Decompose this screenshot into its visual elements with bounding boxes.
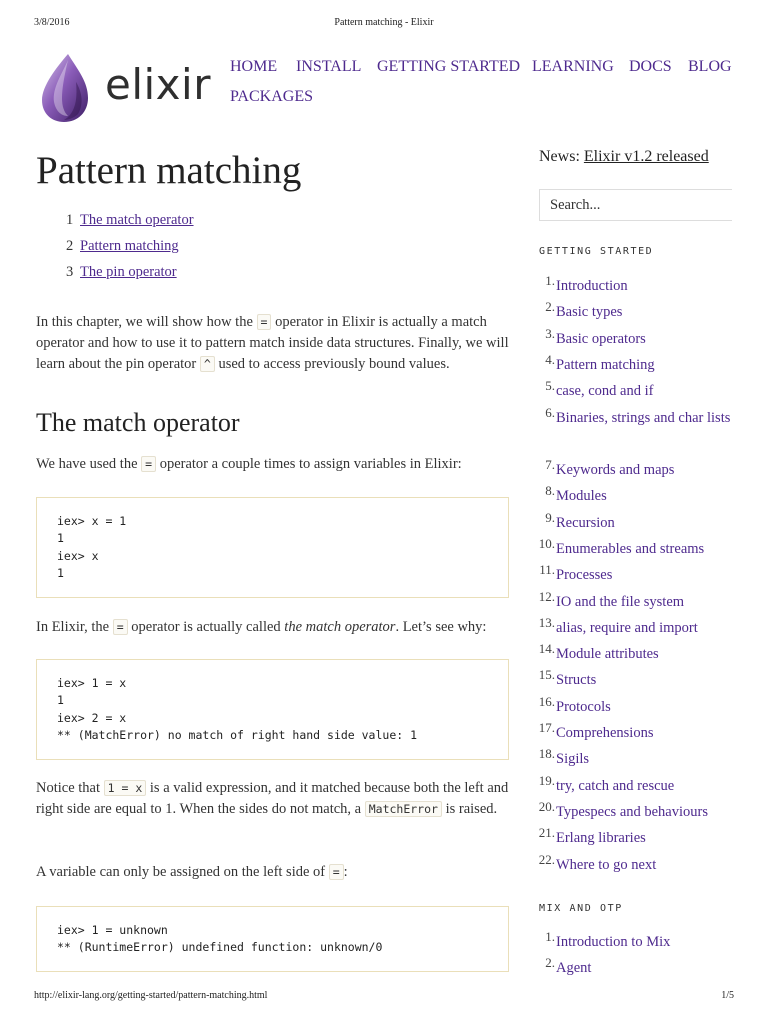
page-number: 1/5 xyxy=(721,990,734,1001)
paragraph-text: We have used the xyxy=(36,456,142,472)
emphasis-text: the match operator xyxy=(284,619,396,635)
paragraph-text: A variable can only be assigned on the left side of xyxy=(36,864,329,880)
section-heading-match-operator: The match operator xyxy=(36,408,240,437)
sidebar-item-number: 19. xyxy=(538,772,555,788)
sidebar-item-number: 7. xyxy=(545,457,555,472)
sidebar-link[interactable]: IO and the file system xyxy=(556,593,685,610)
news-banner xyxy=(539,148,709,166)
sidebar-link[interactable]: Enumerables and streams xyxy=(556,540,705,557)
sidebar-link[interactable]: Introduction to Mix xyxy=(556,934,671,950)
sidebar-link[interactable]: Protocols xyxy=(556,698,611,715)
code-line: ** (MatchError) no match of right hand side value: 1 xyxy=(57,727,418,742)
inline-code: 1 = x xyxy=(104,780,147,796)
paragraph xyxy=(36,778,512,820)
sidebar-link[interactable]: Processes xyxy=(556,567,613,584)
print-footer xyxy=(34,990,734,1004)
code-line: iex> x xyxy=(57,548,99,563)
sidebar-item-number: 8. xyxy=(545,483,555,499)
sidebar-item-number: 14. xyxy=(538,641,555,657)
sidebar-link[interactable]: Agent xyxy=(556,960,592,977)
nav-blog[interactable]: BLOG xyxy=(688,58,732,75)
nav-home[interactable]: HOME xyxy=(230,58,278,75)
sidebar-link[interactable]: Keywords and maps xyxy=(556,462,675,478)
inline-code: ^ xyxy=(200,356,215,372)
sidebar-item-number: 1. xyxy=(545,273,555,288)
sidebar-item-number: 17. xyxy=(538,720,555,735)
code-line: iex> x = 1 xyxy=(57,514,127,528)
news-link[interactable]: Elixir v1.2 released xyxy=(583,148,709,165)
sidebar-link[interactable]: alias, require and import xyxy=(556,619,698,636)
sidebar-link[interactable]: Erlang libraries xyxy=(556,830,646,847)
paragraph-text: operator is actually called xyxy=(127,619,285,635)
paragraph xyxy=(36,454,512,475)
logo-wordmark: elixir xyxy=(105,60,211,109)
sidebar-item-number: 3. xyxy=(545,325,555,341)
section-heading-mix-and-otp: MIX AND OTP xyxy=(539,903,623,914)
page-title: Pattern matching xyxy=(36,149,302,192)
code-line: 1 xyxy=(57,565,64,580)
sidebar-item-number: 11. xyxy=(539,562,555,578)
paragraph-text: Notice that xyxy=(36,780,104,796)
sidebar-link[interactable]: Binaries, strings and char lists xyxy=(556,409,731,426)
sidebar-link[interactable]: Modules xyxy=(556,488,607,505)
intro-paragraph xyxy=(36,312,512,375)
intro-text: operator in Elixir is actually a match operator and how to use it to pattern match inside data structures. Finally, we will learn about the pin operator xyxy=(36,314,509,372)
sidebar-item-number: 5. xyxy=(545,378,555,394)
intro-text: used to access previously bound values. xyxy=(214,356,450,372)
paragraph-text: . Let’s see why: xyxy=(395,619,487,635)
paragraph xyxy=(36,862,512,883)
sidebar-link[interactable]: Basic operators xyxy=(556,330,646,347)
toc-number: 2 xyxy=(66,238,74,254)
elixir-drop-icon xyxy=(38,52,92,124)
nav-learning[interactable]: LEARNING xyxy=(532,58,614,75)
sidebar-item-number: 20. xyxy=(538,798,555,814)
sidebar-item-number: 6. xyxy=(545,404,555,420)
sidebar-link[interactable]: Comprehensions xyxy=(556,725,654,741)
paragraph-text: In Elixir, the xyxy=(36,619,113,635)
sidebar-item-number: 22. xyxy=(538,851,555,867)
sidebar-item-number: 21. xyxy=(538,825,555,841)
code-line: iex> 1 = x xyxy=(57,676,127,690)
toc-link-pin-operator[interactable]: The pin operator xyxy=(80,264,177,280)
code-line: ** (RuntimeError) undefined function: unknown/0 xyxy=(57,940,383,955)
paragraph-text: is a valid expression, and it matched because both the left and right side are equal to 1. When the sides do not match, a xyxy=(36,780,509,817)
paragraph-text: is raised. xyxy=(441,801,498,817)
sidebar-link[interactable]: case, cond and if xyxy=(556,383,654,400)
toc-link-pattern-matching[interactable]: Pattern matching xyxy=(80,238,179,254)
sidebar-item-number: 9. xyxy=(545,509,555,525)
toc-item xyxy=(66,212,194,229)
intro-text: In this chapter, we will show how the xyxy=(36,314,257,330)
sidebar-link[interactable]: Typespecs and behaviours xyxy=(556,803,708,820)
nav-docs[interactable]: DOCS xyxy=(629,58,672,75)
inline-code: = xyxy=(141,456,156,472)
code-block xyxy=(36,659,509,760)
elixir-logo[interactable] xyxy=(38,52,218,124)
sidebar-link[interactable]: Module attributes xyxy=(556,646,659,663)
sidebar-link[interactable]: Sigils xyxy=(556,751,590,768)
inline-code: = xyxy=(329,864,344,880)
sidebar-item-number: 18. xyxy=(538,746,555,762)
sidebar-link[interactable]: Basic types xyxy=(556,304,623,321)
code-line: 1 xyxy=(57,531,64,546)
sidebar-link[interactable]: Introduction xyxy=(556,278,628,294)
inline-code: MatchError xyxy=(365,801,442,817)
toc-item xyxy=(66,238,179,255)
sidebar-item-number: 12. xyxy=(538,588,555,604)
nav-packages[interactable]: PACKAGES xyxy=(230,88,313,105)
print-title: Pattern matching - Elixir xyxy=(334,17,434,28)
sidebar-item-number: 2. xyxy=(545,299,555,315)
sidebar-item-number: 15. xyxy=(538,667,555,683)
inline-code: = xyxy=(113,619,128,635)
section-heading-getting-started: GETTING STARTED xyxy=(539,246,654,257)
inline-code: = xyxy=(257,314,272,330)
print-url: http://elixir-lang.org/getting-started/pattern-matching.html xyxy=(34,990,268,1001)
print-date: 3/8/2016 xyxy=(34,17,70,28)
toc-item xyxy=(66,264,177,281)
search-input[interactable] xyxy=(539,189,732,221)
toc-number: 1 xyxy=(66,212,74,228)
nav-getting-started[interactable]: GETTING STARTED xyxy=(377,58,521,75)
sidebar-link[interactable]: Recursion xyxy=(556,514,615,531)
sidebar-link[interactable]: Where to go next xyxy=(556,856,657,873)
paragraph-text: : xyxy=(343,864,348,880)
sidebar-link[interactable]: Pattern matching xyxy=(556,356,655,373)
code-line: iex> 1 = unknown xyxy=(57,923,168,937)
sidebar-item-number: 1. xyxy=(545,929,555,944)
code-line: 1 xyxy=(57,693,64,708)
sidebar-item-number: 16. xyxy=(538,693,555,709)
sidebar-link[interactable]: Structs xyxy=(556,672,597,689)
code-block xyxy=(36,906,509,972)
sidebar-link[interactable]: try, catch and rescue xyxy=(556,777,675,794)
code-block xyxy=(36,497,509,598)
news-label: News: xyxy=(539,148,580,165)
sidebar-item-number: 13. xyxy=(538,614,555,630)
sidebar-item-number: 4. xyxy=(545,351,555,367)
sidebar-item-number: 2. xyxy=(545,955,555,971)
code-line: iex> 2 = x xyxy=(57,710,127,725)
nav-install[interactable]: INSTALL xyxy=(296,58,362,75)
toc-link-match-operator[interactable]: The match operator xyxy=(80,212,194,228)
sidebar-item-number: 10. xyxy=(538,535,555,551)
paragraph xyxy=(36,617,512,638)
toc-number: 3 xyxy=(66,264,74,280)
paragraph-text: operator a couple times to assign variables in Elixir: xyxy=(156,456,462,472)
print-header xyxy=(34,17,734,31)
